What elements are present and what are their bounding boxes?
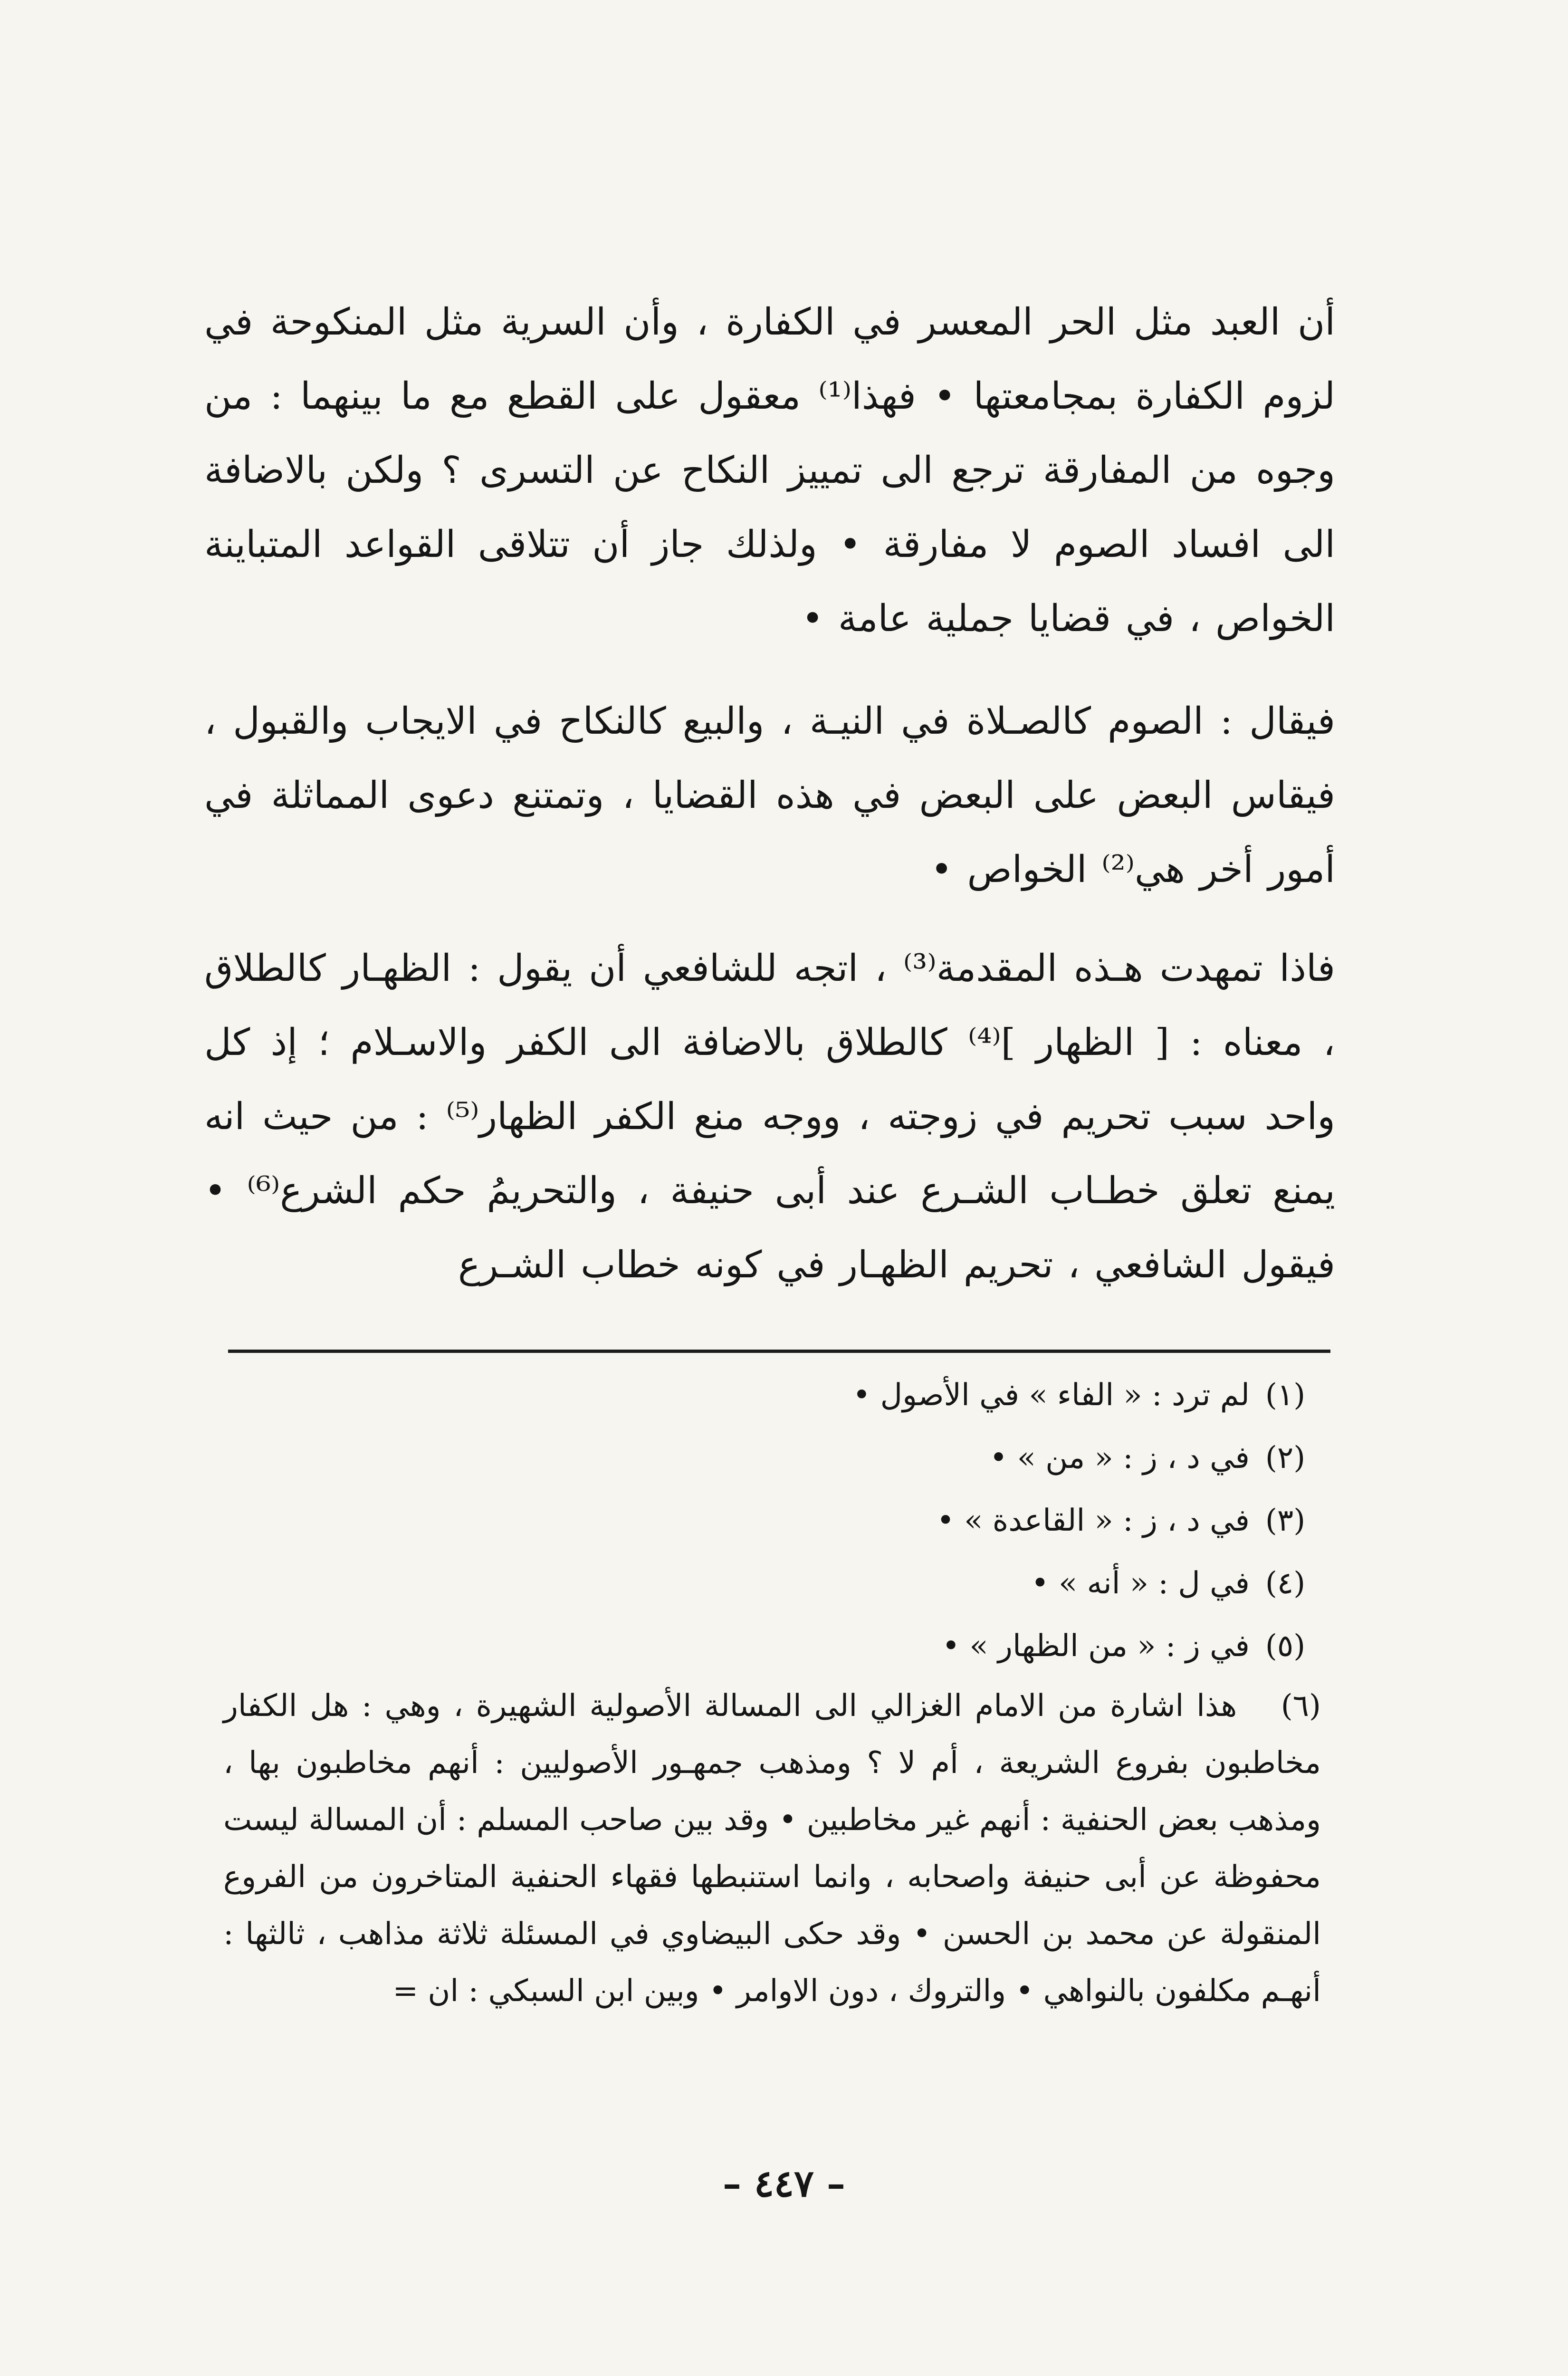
footnote-3: [223, 1489, 1321, 1552]
footnotes: [223, 1364, 1321, 2020]
footnote-4: [223, 1552, 1321, 1615]
paragraph-text: فاذا تمهدت هـذه المقدمة⁽³⁾ ، اتجه للشافعي أن يقول : الظهـار كالطلاق ، معناه : [ الظهار ]⁽⁴⁾ كالطلاق بالاضافة الى الكفر والاسـلام ؛ إذ كل واحد سبب تحريم في زوجته ، ووجه منع الكفر الظهار⁽⁵⁾ : من حيث انه يمنع تعلق خطـاب الشـرع عند أبى حنيفة ، والتحريمُ حكم الشرع⁽⁶⁾ • فيقول الشافعي ، تحريم الظهـار في كونه خطاب الشـرع: [204, 947, 1336, 1286]
body-paragraph-2: [204, 684, 1335, 907]
footnote-text: في د ، ز : « القاعدة » •: [937, 1503, 1250, 1538]
footnote-6: [223, 1677, 1321, 2020]
body-paragraph-3: [204, 931, 1335, 1302]
footnote-number: (٤): [1265, 1566, 1306, 1601]
footnote-2: [223, 1427, 1321, 1489]
footnote-text: لم ترد : « الفاء » في الأصول •: [852, 1378, 1250, 1413]
paragraph-text: أن العبد مثل الحر المعسر في الكفارة ، وأن السرية مثل المنكوحة في لزوم الكفارة بمجامعتها • فهذا⁽¹⁾ معقول على القطع مع ما بينهما : من وجوه من المفارقة ترجع الى تمييز النكاح عن التسرى ؟ ولكن بالاضافة الى افساد الصوم لا مفارقة • ولذلك جاز أن تتلاقى القواعد المتباينة الخواص ، في قضايا جملية عامة •: [204, 301, 1336, 640]
body-paragraph-1: [204, 285, 1335, 656]
footnote-number: (٥): [1265, 1629, 1306, 1664]
footnote-5: [223, 1615, 1321, 1677]
footnote-number: (٣): [1265, 1503, 1306, 1538]
footnote-text: هذا اشارة من الامام الغزالي الى المسالة الأصولية الشهيرة ، وهي : هل الكفار مخاطبون بفروع الشريعة ، أم لا ؟ ومذهب جمهـور الأصوليين : أنهم مخاطبون بها ، ومذهب بعض الحنفية : أنهم غير مخاطبين • وقد بين صاحب المسلم : أن المسالة ليست محفوظة عن أبى حنيفة واصحابه ، وانما استنبطها فقهاء الحنفية المتاخرون من الفروع المنقولة عن محمد بن الحسن • وقد حكى البيضاوي في المسئلة ثلاثة مذاهب ، ثالثها : أنهـم مكلفون بالنواهي • والتروك ، دون الاوامر • وبين ابن السبكي : ان =: [223, 1688, 1321, 2009]
footnote-divider: [228, 1350, 1330, 1353]
footnote-number: (٦): [1281, 1688, 1321, 1724]
paragraph-text: فيقال : الصوم كالصـلاة في النيـة ، والبيع كالنكاح في الايجاب والقبول ، فيقاس البعض على البعض في هذه القضايا ، وتمتنع دعوى المماثلة في أمور أخر هي⁽²⁾ الخواص •: [204, 700, 1335, 891]
footnote-text: في د ، ز : « من » •: [989, 1440, 1250, 1475]
footnote-number: (١): [1265, 1378, 1306, 1413]
footnote-text: في ل : « أنه » •: [1031, 1566, 1250, 1601]
footnote-number: (٢): [1265, 1440, 1306, 1475]
footnote-1: [223, 1364, 1321, 1427]
page-number: – ٤٤٧ –: [723, 2162, 845, 2205]
footnote-text: في ز : « من الظهار » •: [942, 1629, 1250, 1664]
